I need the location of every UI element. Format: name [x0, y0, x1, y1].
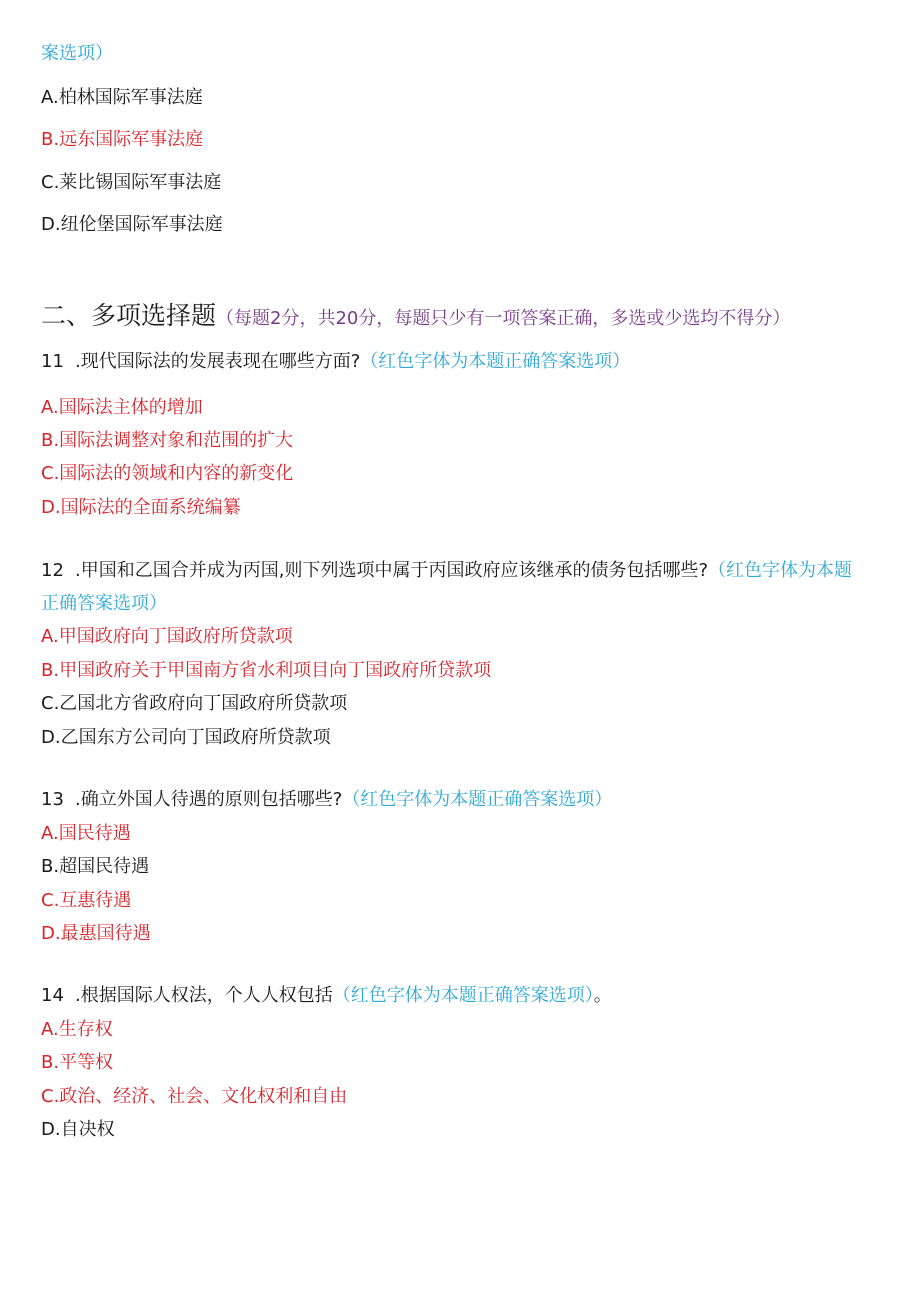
- q13-option-a: A.国民待遇: [41, 823, 131, 844]
- q12-note-continuation: 正确答案选项）: [41, 593, 167, 614]
- q14-number: 14: [41, 985, 64, 1006]
- section-title: 二、多项选择题: [41, 301, 217, 330]
- q13-option-c: C.互惠待遇: [41, 890, 132, 911]
- q13-option-d: D.最惠国待遇: [41, 923, 151, 944]
- section-note: （每题2分，共20分，每题只少有一项答案正确，多选或少选均不得分）: [216, 308, 791, 329]
- q13-note: （红色字体为本题正确答案选项）: [342, 789, 613, 810]
- q11-option-c: C.国际法的领域和内容的新变化: [41, 463, 294, 484]
- q10-option-b: B.远东国际军事法庭: [41, 129, 204, 150]
- q11-number: 11: [41, 351, 64, 372]
- q13-stem: [41, 788, 612, 812]
- q12-option-c: C.乙国北方省政府向丁国政府所贷款项: [41, 693, 348, 714]
- q11-option-b: B.国际法调整对象和范围的扩大: [41, 430, 294, 451]
- q14-option-b: B.平等权: [41, 1052, 114, 1073]
- q10-option-a: A.柏林国际军事法庭: [41, 87, 203, 108]
- q12-option-a: A.甲国政府向丁国政府所贷款项: [41, 626, 293, 647]
- q10-note-continuation: 案选项）: [41, 43, 113, 64]
- q14-option-d: D.自决权: [41, 1119, 115, 1140]
- q11-note: （红色字体为本题正确答案选项）: [360, 351, 631, 372]
- q13-number: 13: [41, 789, 64, 810]
- q13-option-b: B.超国民待遇: [41, 856, 150, 877]
- q12-option-d: D.乙国东方公司向丁国政府所贷款项: [41, 727, 331, 748]
- q12-number: 12: [41, 560, 64, 581]
- q12-option-b: B.甲国政府关于甲国南方省水利项目向丁国政府所贷款项: [41, 660, 492, 681]
- q10-option-c: C.莱比锡国际军事法庭: [41, 172, 222, 193]
- q11-text: .现代国际法的发展表现在哪些方面?: [75, 351, 361, 372]
- q11-option-d: D.国际法的全面系统编纂: [41, 497, 241, 518]
- q14-text-end: 。: [593, 985, 612, 1006]
- section-heading: [41, 300, 790, 332]
- q11-option-a: A.国际法主体的增加: [41, 397, 203, 418]
- q14-note: （红色字体为本题正确答案选项）: [332, 985, 594, 1006]
- q12-text: .甲国和乙国合并成为丙国,则下列选项中属于丙国政府应该继承的债务包括哪些?: [75, 560, 708, 581]
- q12-note: （红色字体为本题: [708, 560, 852, 581]
- q13-text: .确立外国人待遇的原则包括哪些?: [75, 789, 343, 810]
- q14-text: .根据国际人权法，个人人权包括: [75, 985, 333, 1006]
- q12-stem: [41, 559, 852, 583]
- q11-stem: [41, 350, 630, 374]
- q14-option-c: C.政治、经济、社会、文化权利和自由: [41, 1086, 348, 1107]
- q14-stem: [41, 984, 612, 1008]
- q14-option-a: A.生存权: [41, 1019, 113, 1040]
- q10-option-d: D.纽伦堡国际军事法庭: [41, 214, 223, 235]
